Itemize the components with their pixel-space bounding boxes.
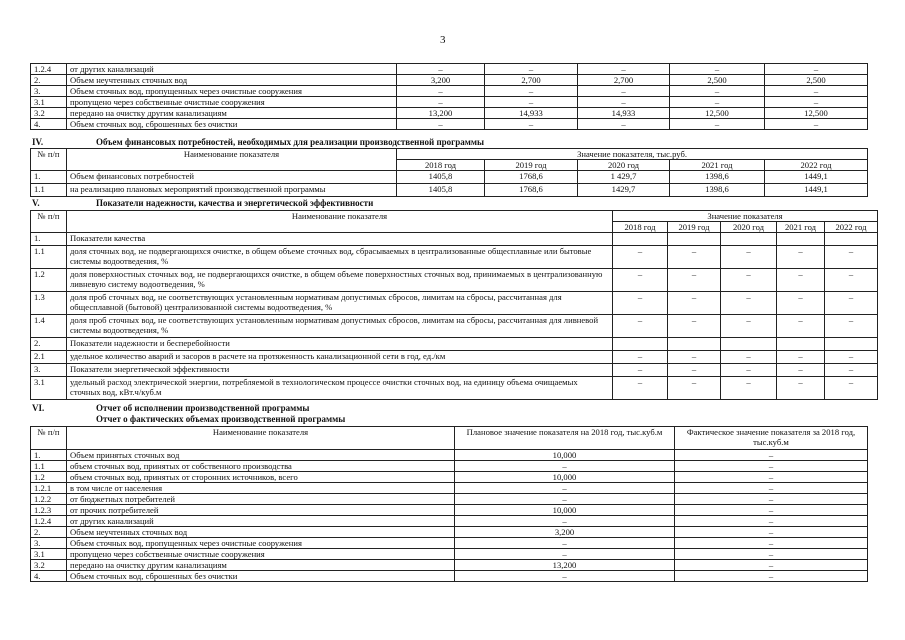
section-subtitle: Отчет о фактических объемах производственной программы xyxy=(96,414,346,424)
row-name: пропущено через собственные очистные сооружения xyxy=(67,549,455,560)
row-value: – xyxy=(668,315,721,338)
table-row xyxy=(31,338,878,351)
table-row xyxy=(31,364,878,377)
row-value xyxy=(613,233,668,246)
row-value: 2,500 xyxy=(670,75,765,86)
row-fact-value: – xyxy=(675,538,868,549)
year-header: 2020 год xyxy=(721,222,777,233)
col-header-fact: Фактическое значение показателя за 2018 год, тыс.куб.м xyxy=(675,427,868,450)
row-number: 3. xyxy=(31,86,67,97)
table-row xyxy=(31,86,868,97)
row-value: – xyxy=(613,315,668,338)
production-report-body xyxy=(31,450,868,582)
row-value: 1449,1 xyxy=(765,171,868,184)
row-fact-value: – xyxy=(675,450,868,461)
table-row xyxy=(31,233,878,246)
row-name: доля проб сточных вод, не соответствующих установленным нормативам допустимых сбросов, лимитам на сбросы, рассчитанная для ливневой системы водоотведения, % xyxy=(67,315,613,338)
table-row xyxy=(31,184,868,197)
row-value: 1449,1 xyxy=(765,184,868,197)
row-value: 12,500 xyxy=(670,108,765,119)
row-value: 1429,7 xyxy=(578,184,670,197)
row-fact-value: – xyxy=(675,516,868,527)
table-row xyxy=(31,483,868,494)
row-number: 3.2 xyxy=(31,560,67,571)
row-name: доля проб сточных вод, не соответствующих установленным нормативам допустимых сбросов, лимитам на сбросы, рассчитанная для общесплавной (бытовой) централизованной системы водоотведения, % xyxy=(67,292,613,315)
row-name: Объем сточных вод, пропущенных через очистные сооружения xyxy=(67,86,397,97)
row-number: 1. xyxy=(31,450,67,461)
row-number: 1.2.3 xyxy=(31,505,67,516)
row-value xyxy=(668,338,721,351)
row-number: 4. xyxy=(31,119,67,130)
row-value: – xyxy=(777,315,825,338)
row-value: – xyxy=(825,292,878,315)
row-name: доля поверхностных сточных вод, не подвергающихся очистке, в общем объеме поверхностных сточных вод, принимаемых в централизованную ливневую систему водоотведения, % xyxy=(67,269,613,292)
col-header-no: № п/п xyxy=(31,149,67,171)
row-number: 3. xyxy=(31,364,67,377)
financial-needs-body xyxy=(31,171,868,197)
row-name: Объем сточных вод, сброшенных без очистки xyxy=(67,571,455,582)
row-name: Показатели надежности и бесперебойности xyxy=(67,338,613,351)
row-number: 2.1 xyxy=(31,351,67,364)
row-name: от других канализаций xyxy=(67,516,455,527)
row-plan-value: – xyxy=(455,538,675,549)
volumes-table-body xyxy=(31,64,868,130)
row-value: – xyxy=(668,292,721,315)
row-name: от других канализаций xyxy=(67,64,397,75)
row-value: 1398,6 xyxy=(670,184,765,197)
table-row xyxy=(31,64,868,75)
row-value: – xyxy=(485,119,578,130)
section-title: Показатели надежности, качества и энергетической эффективности xyxy=(96,198,374,208)
row-number: 3.1 xyxy=(31,377,67,400)
table-row xyxy=(31,450,868,461)
row-fact-value: – xyxy=(675,483,868,494)
row-value: – xyxy=(721,315,777,338)
year-header: 2018 год xyxy=(397,160,485,171)
row-fact-value: – xyxy=(675,549,868,560)
row-plan-value: – xyxy=(455,461,675,472)
row-value: – xyxy=(613,351,668,364)
row-name: Объем финансовых потребностей xyxy=(67,171,397,184)
col-header-plan: Плановое значение показателя на 2018 год, тыс.куб.м xyxy=(455,427,675,450)
col-header-no: № п/п xyxy=(31,427,67,450)
row-number: 1.2 xyxy=(31,472,67,483)
row-value: – xyxy=(825,315,878,338)
row-value xyxy=(825,338,878,351)
row-value: – xyxy=(668,246,721,269)
table-row xyxy=(31,75,868,86)
row-value: – xyxy=(613,364,668,377)
col-header-value: Значение показателя, тыс.руб. xyxy=(397,149,868,160)
row-value xyxy=(613,338,668,351)
row-value: 3,200 xyxy=(397,75,485,86)
row-plan-value: – xyxy=(455,516,675,527)
row-value: – xyxy=(777,292,825,315)
row-value: – xyxy=(721,351,777,364)
row-value: – xyxy=(777,351,825,364)
row-value: – xyxy=(777,269,825,292)
row-value: – xyxy=(721,269,777,292)
row-value: 2,700 xyxy=(485,75,578,86)
row-value: – xyxy=(777,364,825,377)
section-number: VI. xyxy=(32,403,45,413)
row-name: удельное количество аварий и засоров в расчете на протяженность канализационной сети в год, ед./км xyxy=(67,351,613,364)
row-value: – xyxy=(777,377,825,400)
year-header: 2022 год xyxy=(765,160,868,171)
row-value: – xyxy=(485,64,578,75)
row-name: на реализацию плановых мероприятий производственной программы xyxy=(67,184,397,197)
table-row xyxy=(31,516,868,527)
row-number: 1.2.4 xyxy=(31,516,67,527)
col-header-value: Значение показателя xyxy=(613,211,878,222)
reliability-quality-body xyxy=(31,233,878,400)
row-plan-value: – xyxy=(455,483,675,494)
page-number: 3 xyxy=(440,34,446,46)
row-value: – xyxy=(613,246,668,269)
year-header: 2021 год xyxy=(670,160,765,171)
table-row xyxy=(31,108,868,119)
row-value xyxy=(825,233,878,246)
row-name: от бюджетных потребителей xyxy=(67,494,455,505)
section-title: Объем финансовых потребностей, необходимых для реализации производственной программы xyxy=(96,137,485,147)
row-number: 1.2.1 xyxy=(31,483,67,494)
row-value: – xyxy=(777,246,825,269)
row-number: 1.2 xyxy=(31,269,67,292)
row-value: – xyxy=(721,377,777,400)
table-row xyxy=(31,119,868,130)
table-row xyxy=(31,292,878,315)
volumes-table-continuation xyxy=(30,63,868,130)
row-value: – xyxy=(613,292,668,315)
row-fact-value: – xyxy=(675,527,868,538)
col-header-name: Наименование показателя xyxy=(67,211,613,233)
reliability-quality-table xyxy=(30,210,878,400)
row-name: Показатели энергетической эффективности xyxy=(67,364,613,377)
row-value: – xyxy=(670,86,765,97)
row-value: – xyxy=(721,364,777,377)
row-value: – xyxy=(825,269,878,292)
table-row xyxy=(31,505,868,516)
row-value: – xyxy=(578,86,670,97)
row-name: в том числе от населения xyxy=(67,483,455,494)
row-plan-value: 3,200 xyxy=(455,527,675,538)
row-name: доля сточных вод, не подвергающихся очистке, в общем объеме сточных вод, сбрасываемых в централизованные общесплавные или бытовые системы водоотведения, % xyxy=(67,246,613,269)
row-value: 12,500 xyxy=(765,108,868,119)
row-number: 2. xyxy=(31,527,67,538)
row-fact-value: – xyxy=(675,560,868,571)
row-name: Объем сточных вод, сброшенных без очистки xyxy=(67,119,397,130)
table-row xyxy=(31,97,868,108)
row-name: пропущено через собственные очистные сооружения xyxy=(67,97,397,108)
row-value: – xyxy=(397,119,485,130)
row-number: 1.3 xyxy=(31,292,67,315)
row-plan-value: – xyxy=(455,549,675,560)
table-row xyxy=(31,560,868,571)
row-number: 1.4 xyxy=(31,315,67,338)
year-header: 2020 год xyxy=(578,160,670,171)
table-row xyxy=(31,494,868,505)
table-row xyxy=(31,315,878,338)
row-number: 3. xyxy=(31,538,67,549)
row-number: 1.1 xyxy=(31,461,67,472)
row-plan-value: – xyxy=(455,571,675,582)
row-value: – xyxy=(668,364,721,377)
section-iv-heading xyxy=(30,137,867,148)
row-number: 3.1 xyxy=(31,97,67,108)
row-value: – xyxy=(825,246,878,269)
table-row xyxy=(31,472,868,483)
row-plan-value: 13,200 xyxy=(455,560,675,571)
col-header-name: Наименование показателя xyxy=(67,149,397,171)
table-row xyxy=(31,351,878,364)
row-value: – xyxy=(668,351,721,364)
col-header-name: Наименование показателя xyxy=(67,427,455,450)
section-number: IV. xyxy=(32,137,44,147)
section-vi-heading xyxy=(30,403,867,425)
row-value xyxy=(721,338,777,351)
row-value: – xyxy=(668,377,721,400)
row-number: 2. xyxy=(31,75,67,86)
table-row xyxy=(31,527,868,538)
row-fact-value: – xyxy=(675,494,868,505)
row-value: – xyxy=(668,269,721,292)
row-name: Показатели качества xyxy=(67,233,613,246)
row-number: 1.2.4 xyxy=(31,64,67,75)
row-value xyxy=(777,233,825,246)
row-value: – xyxy=(670,119,765,130)
row-number: 1.2.2 xyxy=(31,494,67,505)
row-value: – xyxy=(670,64,765,75)
row-value: – xyxy=(397,86,485,97)
row-plan-value: – xyxy=(455,494,675,505)
row-fact-value: – xyxy=(675,571,868,582)
table-row xyxy=(31,549,868,560)
row-value: – xyxy=(765,119,868,130)
table-row xyxy=(31,171,868,184)
row-value: 13,200 xyxy=(397,108,485,119)
year-header: 2022 год xyxy=(825,222,878,233)
row-value: 1405,8 xyxy=(397,184,485,197)
row-name: объем сточных вод, принятых от сторонних источников, всего xyxy=(67,472,455,483)
table-row xyxy=(31,246,878,269)
row-value: – xyxy=(721,292,777,315)
row-fact-value: – xyxy=(675,461,868,472)
row-plan-value: 10,000 xyxy=(455,505,675,516)
row-value: – xyxy=(613,377,668,400)
row-name: Объем неучтенных сточных вод xyxy=(67,527,455,538)
year-header: 2019 год xyxy=(668,222,721,233)
row-value: 1405,8 xyxy=(397,171,485,184)
row-name: удельный расход электрической энергии, потребляемой в технологическом процессе очистки сточных вод, на единицу объема очищаемых сточных вод, кВт.ч/куб.м xyxy=(67,377,613,400)
row-value: 14,933 xyxy=(578,108,670,119)
row-value: – xyxy=(613,269,668,292)
row-name: Объем принятых сточных вод xyxy=(67,450,455,461)
row-value: – xyxy=(578,64,670,75)
row-value: – xyxy=(721,246,777,269)
row-number: 1.1 xyxy=(31,246,67,269)
row-name: Объем неучтенных сточных вод xyxy=(67,75,397,86)
row-number: 1.1 xyxy=(31,184,67,197)
row-value: – xyxy=(825,377,878,400)
row-value: – xyxy=(765,86,868,97)
row-fact-value: – xyxy=(675,505,868,516)
row-name: передано на очистку другим канализациям xyxy=(67,560,455,571)
section-title: Отчет об исполнении производственной программы xyxy=(96,403,310,413)
row-value: – xyxy=(765,97,868,108)
row-value: – xyxy=(397,97,485,108)
row-name: от прочих потребителей xyxy=(67,505,455,516)
row-name: передано на очистку другим канализациям xyxy=(67,108,397,119)
row-fact-value: – xyxy=(675,472,868,483)
row-number: 4. xyxy=(31,571,67,582)
section-v-heading xyxy=(30,198,867,209)
row-value xyxy=(777,338,825,351)
row-number: 1. xyxy=(31,171,67,184)
table-row xyxy=(31,269,878,292)
row-value: – xyxy=(825,364,878,377)
row-value xyxy=(668,233,721,246)
row-name: Объем сточных вод, пропущенных через очистные сооружения xyxy=(67,538,455,549)
table-row xyxy=(31,377,878,400)
row-plan-value: 10,000 xyxy=(455,472,675,483)
row-plan-value: 10,000 xyxy=(455,450,675,461)
row-number: 3.1 xyxy=(31,549,67,560)
row-value: 14,933 xyxy=(485,108,578,119)
row-value: – xyxy=(485,97,578,108)
production-report-table xyxy=(30,426,868,582)
row-name: объем сточных вод, принятых от собственного производства xyxy=(67,461,455,472)
row-number: 1. xyxy=(31,233,67,246)
row-value: 1 429,7 xyxy=(578,171,670,184)
row-value: 1768,6 xyxy=(485,171,578,184)
row-number: 3.2 xyxy=(31,108,67,119)
year-header: 2021 год xyxy=(777,222,825,233)
year-header: 2018 год xyxy=(613,222,668,233)
row-value: 1768,6 xyxy=(485,184,578,197)
row-value: – xyxy=(578,119,670,130)
row-value: – xyxy=(578,97,670,108)
table-row xyxy=(31,571,868,582)
row-value: – xyxy=(485,86,578,97)
row-value: – xyxy=(670,97,765,108)
financial-needs-table xyxy=(30,148,868,197)
row-value xyxy=(721,233,777,246)
row-value: 2,500 xyxy=(765,75,868,86)
row-value: 2,700 xyxy=(578,75,670,86)
table-row xyxy=(31,461,868,472)
col-header-no: № п/п xyxy=(31,211,67,233)
row-value: – xyxy=(765,64,868,75)
row-value: – xyxy=(825,351,878,364)
row-number: 2. xyxy=(31,338,67,351)
section-number: V. xyxy=(32,198,40,208)
row-value: – xyxy=(397,64,485,75)
table-row xyxy=(31,538,868,549)
row-value: 1398,6 xyxy=(670,171,765,184)
year-header: 2019 год xyxy=(485,160,578,171)
